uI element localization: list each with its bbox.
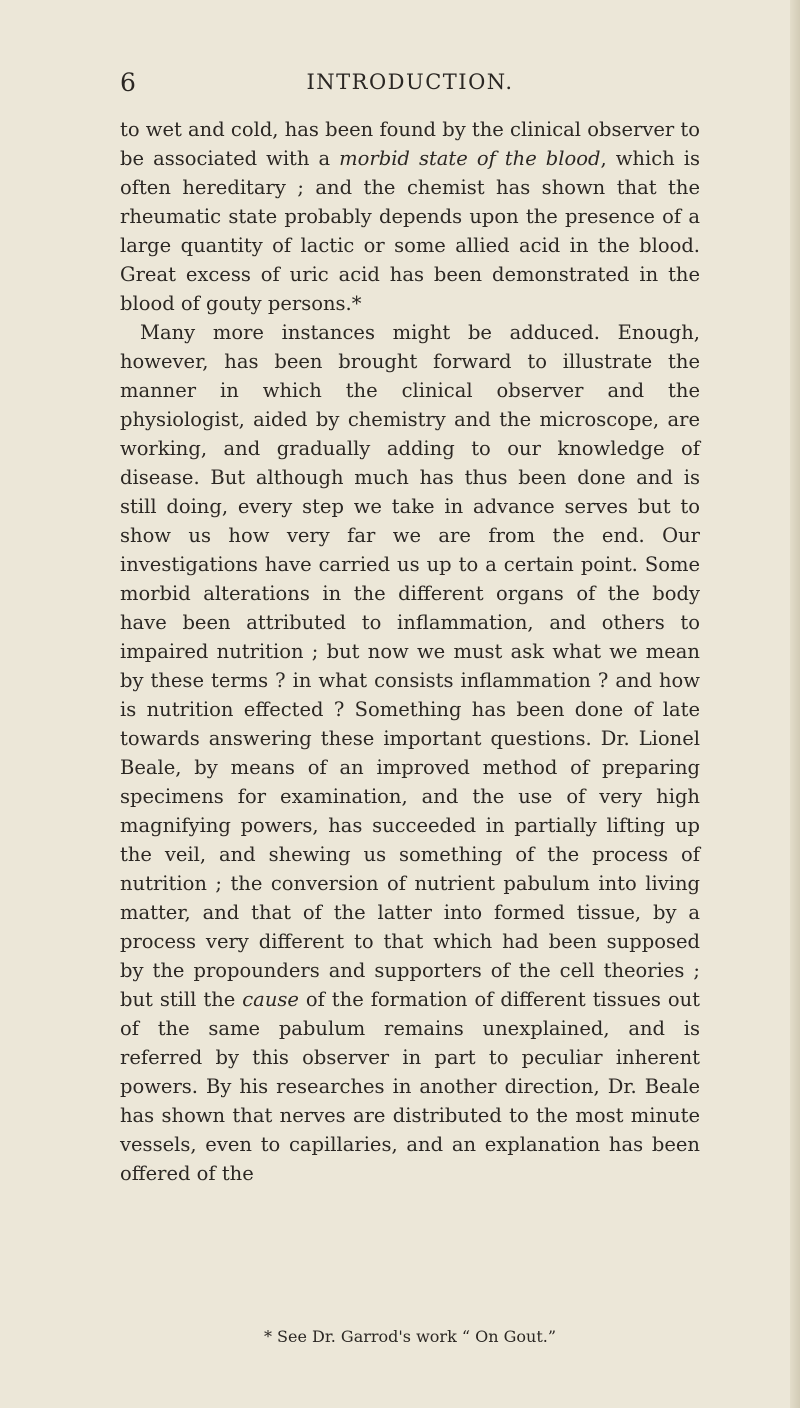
running-head: INTRODUCTION. <box>306 70 514 94</box>
body-text <box>120 115 700 1188</box>
italic-phrase: morbid state of the blood <box>339 147 601 170</box>
paragraph <box>120 318 700 1188</box>
footnote: * See Dr. Garrod's work “ On Gout.” <box>263 1327 557 1346</box>
paragraph-text: to wet and cold, has been found by the clinical observer to be associated with a <box>120 118 700 170</box>
page-number: 6 <box>120 68 136 97</box>
paragraph-text: Many more instances might be adduced. Enough, however, has been brought forward to illustrate the manner in which the clinical observer and the physiologist, aided by chemistry and the microscope, are working, and gradually adding to our knowledge of disease. But although much has thus been done and is still doing, every step we take in advance serves but to show us how very far we are from the end. Our investigations have carried us up to a certain point. Some morbid alterations in the different organs of the body have been attributed to inflammation, and others to impaired nutrition ; but now we must ask what we mean by these terms ? in what consists inflammation ? and how is nutrition effected ? Something has been done of late towards answering these important questions. Dr. Lionel Beale, by means of an improved method of preparing specimens for examination, and the use of very high magnifying powers, has succeeded in partially lifting up the veil, and shewing us something of the process of nutrition ; the conversion of nutrient pabulum into living matter, and that of the latter into formed tissue, by a process very different to that which had been supposed by the propounders and supporters of the cell theories ; but still the <box>120 321 700 1011</box>
italic-word: cause <box>242 988 299 1011</box>
paragraph-text: of the formation of different tissues out of the same pabulum remains unexplained, and is referred by this observer in part to peculiar inherent powers. By his researches in another direction, Dr. Beale has shown that nerves are distributed to the most minute vessels, even to capillaries, and an explanation has been offered of the <box>120 988 700 1185</box>
paragraph <box>120 115 700 318</box>
page-header <box>120 68 780 102</box>
page-edge <box>790 0 800 1408</box>
paragraph-text: , which is often hereditary ; and the chemist has shown that the rheumatic state probably depends upon the presence of a large quantity of lactic or some allied acid in the blood. Great excess of uric acid has been demonstrated in the blood of gouty persons.* <box>120 147 700 315</box>
